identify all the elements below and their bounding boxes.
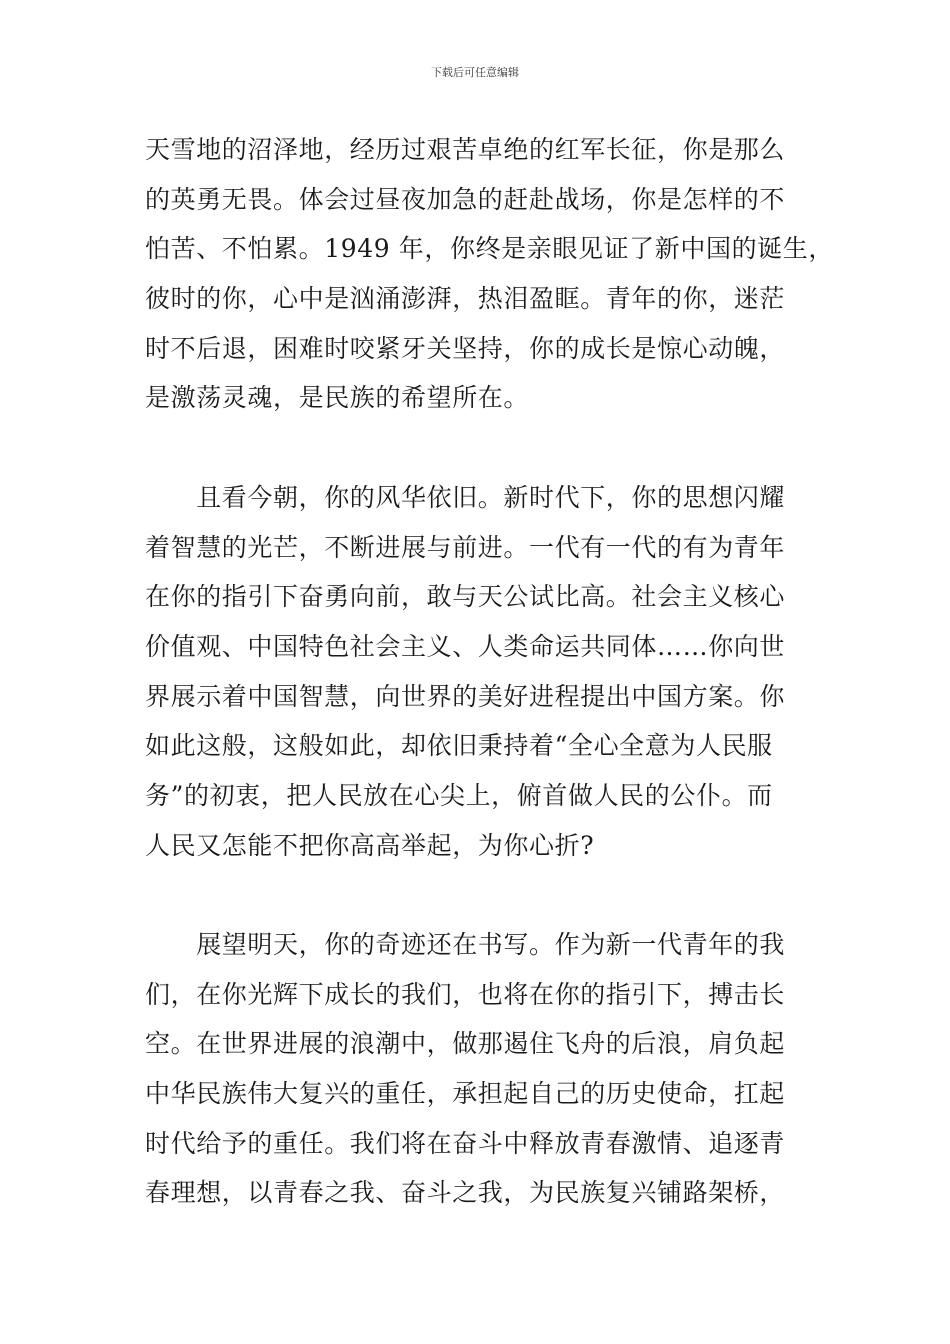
text-line: 们，在你光辉下成长的我们，也将在你的指引下，搏击长 — [145, 979, 786, 1009]
text-line: 如此这般，这般如此，却依旧秉持着“全心全意为人民服 — [145, 731, 773, 761]
paragraph-spacer — [145, 870, 825, 920]
text-line: 时代给予的重任。我们将在奋斗中释放青春激情、追逐青 — [145, 1128, 786, 1158]
text-line: 时不后退，困难时咬紧牙关坚持，你的成长是惊心动魄， — [145, 333, 786, 363]
text-line: 人民又怎能不把你高高举起，为你心折? — [145, 830, 595, 860]
text-line: 春理想，以青春之我、奋斗之我，为民族复兴铺路架桥， — [145, 1178, 786, 1208]
text-line: 着智慧的光芒，不断进展与前进。一代有一代的有为青年 — [145, 532, 786, 562]
paragraph-2 — [145, 473, 825, 871]
text-line: 天雪地的沼泽地，经历过艰苦卓绝的红军长征，你是那么 — [145, 135, 786, 164]
text-line: 务”的初衷，把人民放在心尖上，俯首做人民的公仆。而 — [145, 780, 773, 810]
text-line: 界展示着中国智慧，向世界的美好进程提出中国方案。你 — [145, 681, 786, 711]
paragraph-spacer — [145, 423, 825, 473]
page-header: 下载后可任意编辑 — [431, 66, 519, 79]
paragraph-1 — [145, 125, 834, 423]
text-line: 空。在世界进展的浪潮中，做那遏住飞舟的后浪，肩负起 — [145, 1029, 786, 1059]
text-line: 是激荡灵魂，是民族的希望所在。 — [145, 383, 530, 413]
text-line: 且看今朝，你的风华依旧。新时代下，你的思想闪耀 — [145, 482, 786, 512]
paragraph-3 — [145, 920, 825, 1218]
text-line: 怕苦、不怕累。1949 年，你终是亲眼见证了新中国的诞生， — [145, 234, 834, 264]
document-body — [145, 125, 834, 1218]
text-line: 价值观、中国特色社会主义、人类命运共同体……你向世 — [145, 631, 786, 661]
text-line: 展望明天，你的奇迹还在书写。作为新一代青年的我 — [145, 930, 786, 959]
text-line: 的英勇无畏。体会过昼夜加急的赶赴战场，你是怎样的不 — [145, 184, 786, 214]
text-line: 彼时的你，心中是汹涌澎湃，热泪盈眶。青年的你，迷茫 — [145, 284, 786, 314]
text-line: 中华民族伟大复兴的重任，承担起自己的历史使命，扛起 — [145, 1079, 786, 1109]
text-line: 在你的指引下奋勇向前，敢与天公试比高。社会主义核心 — [145, 582, 786, 612]
